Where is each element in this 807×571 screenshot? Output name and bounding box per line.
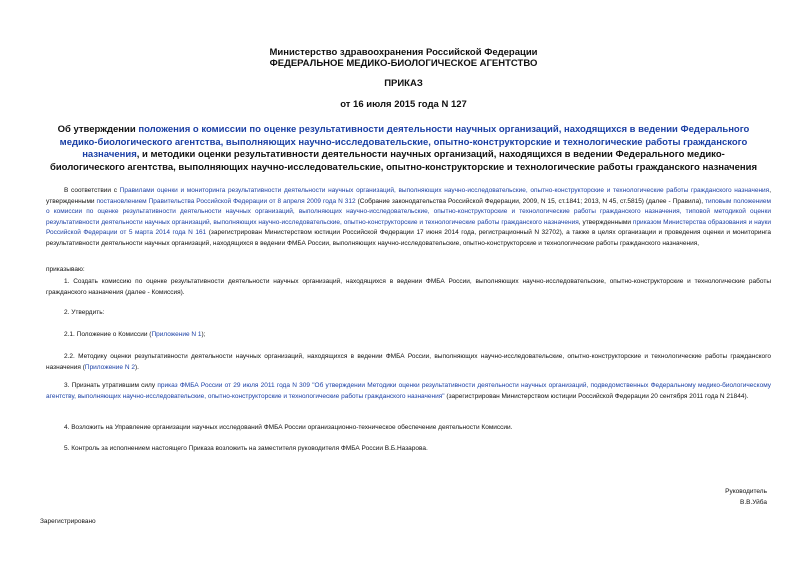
- preamble-text-3: (Собрание законодательства Российской Федерации, 2009, N 15, ст.1841; 2013, N 45, ст.5815) (далее - Правила),: [355, 197, 706, 205]
- order-word: приказываю:: [46, 266, 85, 273]
- registered-label: Зарегистрировано: [40, 518, 96, 525]
- preamble-paragraph: [46, 186, 771, 249]
- item-3: [46, 381, 771, 402]
- title-suffix: , и методики оценки результативности деятельности научных организаций, находящихся в ведении Федерального медико-биологического агентства, выполняющих научно-исследовательские, опытно-конструкторские и технологические работы гражданского назначения: [49, 149, 758, 173]
- item-4-text: 4. Возложить на Управление организации научных исследований ФМБА России организационно-техническое обеспечение деятельности Комиссии.: [64, 424, 513, 431]
- preamble: [46, 186, 771, 249]
- agency-name: ФЕДЕРАЛЬНОЕ МЕДИКО-БИОЛОГИЧЕСКОЕ АГЕНТСТВО: [269, 58, 538, 69]
- preamble-text-2: , утвержденными: [46, 187, 772, 205]
- document-type: ПРИКАЗ: [384, 78, 423, 89]
- document-title: [46, 124, 761, 174]
- rules-link[interactable]: Правилами оценки и мониторинга результативности деятельности научных организаций, выполняющих научно-исследовательские, опытно-конструкторские и технологические работы гражданского назначения: [119, 187, 770, 194]
- item-5: [46, 444, 771, 455]
- government-decree-link[interactable]: постановлением Правительства Российской Федерации от 8 апреля 2009 года N 312: [96, 197, 356, 205]
- document-date: от 16 июля 2015 года N 127: [340, 99, 467, 110]
- item-2-1: [46, 330, 771, 341]
- item-2-text: 2. Утвердить:: [64, 309, 105, 316]
- item-5-text: 5. Контроль за исполнением настоящего Приказа возложить на заместителя руководителя ФМБА России В.Б.Назарова.: [64, 445, 428, 452]
- item-2-2-text-2: ).: [134, 363, 139, 371]
- item-2-1-text: [46, 330, 771, 341]
- item-2-2-text-1: 2.2. Методику оценки результативности деятельности научных организаций, находящихся в ведении ФМБА России, выполняющих научно-исследовательские, опытно-конструкторские и технологические работы гражданского назначения (: [46, 353, 771, 371]
- title-link[interactable]: положения о комиссии по оценке результативности деятельности научных организаций, находящихся в ведении Федерального медико-биологического агентства, выполняющих научно-исследовательские, опытно-конструкторские и технологические работы гражданского назначения: [59, 124, 750, 160]
- preamble-text-4: , утвержденными: [578, 218, 633, 226]
- signature-role: Руководитель: [725, 488, 767, 495]
- item-3-text-1: 3. Признать утратившим силу: [64, 382, 158, 389]
- item-2-1-text-1: 2.1. Положение о Комиссии (: [64, 331, 152, 338]
- item-1: [46, 277, 771, 298]
- ministry-name: Министерство здравоохранения Российской Федерации: [269, 47, 538, 58]
- signature-name: В.В.Уйба: [739, 499, 767, 506]
- item-3-text-2: (зарегистрирован Министерством юстиции Российской Федерации 20 сентября 2011 года N 21844).: [444, 392, 749, 400]
- item-2: [46, 308, 771, 319]
- item-2-2: [46, 352, 771, 373]
- title-prefix: Об утверждении: [57, 124, 139, 135]
- item-1-text: 1. Создать комиссию по оценке результативности деятельности научных организаций, находящихся в ведении ФМБА России, выполняющих научно-исследовательские, опытно-конструкторские и технологические работы гражданского назначения (далее - Комиссия).: [46, 278, 771, 296]
- preamble-text-5: (зарегистрирован Министерством юстиции Российской Федерации 17 июня 2014 года, регистрационный N 32702), а также в целях организации и проведения оценки и мониторинга результативности деятельности научных организаций, находящихся в ведении ФМБА России, выполняющих научно-исследовательские, опытно-конструкторские и технологические работы гражданского назначения,: [46, 229, 771, 247]
- item-3-text: [46, 381, 771, 402]
- item-2-1-text-2: );: [201, 331, 206, 338]
- preamble-text-1: В соответствии с: [64, 187, 120, 194]
- repealed-order-link[interactable]: приказ ФМБА России от 29 июля 2011 года N 309 "Об утверждении Методики оценки результативности деятельности научных организаций, подведомственных Федеральному медико-биологическому агентству, выполняющих научно-исследовательские, опытно-конструкторские и технологические работы гражданского назначения": [46, 382, 771, 400]
- item-2-2-text: [46, 352, 771, 373]
- ministry-order-link[interactable]: приказом Министерства образования и науки Российской Федерации от 5 марта 2014 года N 161: [46, 218, 771, 236]
- appendix-1-link[interactable]: Приложение N 1: [151, 331, 202, 338]
- typical-regulation-link[interactable]: типовым положением о комиссии по оценке результативности деятельности научных организаций, выполняющих научно-исследовательские, опытно-конструкторские и технологические работы гражданского назначения, типовой методикой оценки результативности деятельности научных организаций, выполняющих научно-исследовательские, опытно-конструкторские и технологические работы гражданского назначения: [46, 197, 771, 226]
- appendix-2-link[interactable]: Приложение N 2: [84, 363, 135, 371]
- item-4: [46, 423, 771, 434]
